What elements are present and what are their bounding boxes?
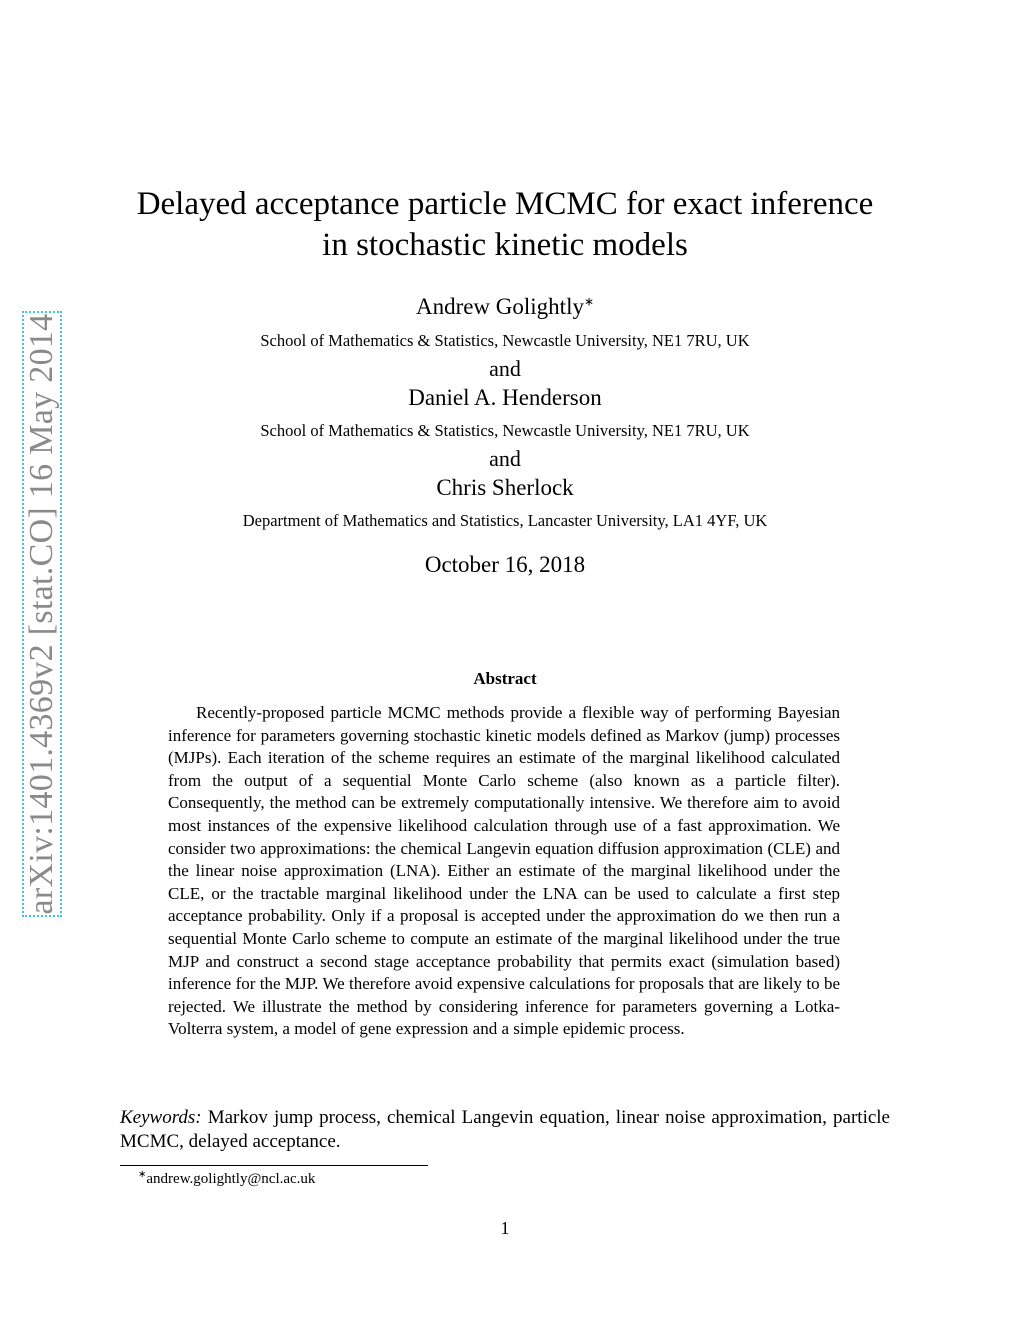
- footnote: [138, 1169, 315, 1189]
- paper-date: October 16, 2018: [424, 552, 586, 577]
- author-2-name: Daniel A. Henderson: [408, 385, 602, 410]
- title-line-1: Delayed acceptance particle MCMC for exact inference: [136, 186, 874, 222]
- keywords-label: Keywords:: [120, 1107, 202, 1128]
- abstract-body: Recently-proposed particle MCMC methods provide a flexible way of performing Bayesian inference for parameters governing stochastic kinetic models defined as Markov (jump) processes (MJPs). Each iteration of the scheme requires an estimate of the marginal likelihood calculated from the output of a sequential Monte Carlo scheme (also known as a particle filter). Consequently, the method can be extremely computationally intensive. We therefore aim to avoid most instances of the expensive likelihood calculation through use of a fast approximation. We consider two approximations: the chemical Langevin equation diffusion approximation (CLE) and the linear noise approximation (LNA). Either an estimate of the marginal likelihood under the CLE, or the tractable marginal likelihood under the LNA can be used to calculate a first step acceptance probability. Only if a proposal is accepted under the approximation do we then run a sequential Monte Carlo scheme to compute an estimate of the marginal likelihood under the true MJP and construct a second stage acceptance probability that permits exact (simulation based) inference for the MJP. We therefore avoid expensive calculations for proposals that are likely to be rejected. We illustrate the method by considering inference for parameters governing a Lotka-Volterra system, a model of gene expression and a simple epidemic process.: [168, 703, 840, 1039]
- arxiv-stamp[interactable]: arXiv:1401.4369v2 [stat.CO] 16 May 2014: [23, 313, 60, 915]
- footnote-email[interactable]: andrew.golightly@ncl.ac.uk: [146, 1171, 316, 1187]
- and-separator-2: and: [489, 446, 521, 471]
- keywords: [120, 1106, 890, 1154]
- author-1-name: Andrew Golightly: [415, 294, 584, 319]
- author-1-footnote-mark: ∗: [583, 294, 595, 309]
- footnote-rule: [120, 1165, 428, 1166]
- author-1: [120, 293, 890, 321]
- author-2-affiliation: School of Mathematics & Statistics, Newcastle University, NE1 7RU, UK: [260, 421, 750, 440]
- keywords-text: Markov jump process, chemical Langevin equation, linear noise approximation, particle MCMC, delayed acceptance.: [120, 1107, 890, 1152]
- footnote-mark: ∗: [138, 1169, 147, 1180]
- title-line-2: in stochastic kinetic models: [322, 227, 688, 263]
- author-3-name: Chris Sherlock: [436, 475, 574, 500]
- author-1-affiliation: School of Mathematics & Statistics, Newcastle University, NE1 7RU, UK: [260, 331, 750, 350]
- abstract-heading: Abstract: [473, 669, 537, 688]
- and-separator-1: and: [489, 356, 521, 381]
- page-number: 1: [500, 1218, 510, 1238]
- paper-title: [120, 184, 890, 266]
- author-3-affiliation: Department of Mathematics and Statistics, Lancaster University, LA1 4YF, UK: [242, 511, 768, 530]
